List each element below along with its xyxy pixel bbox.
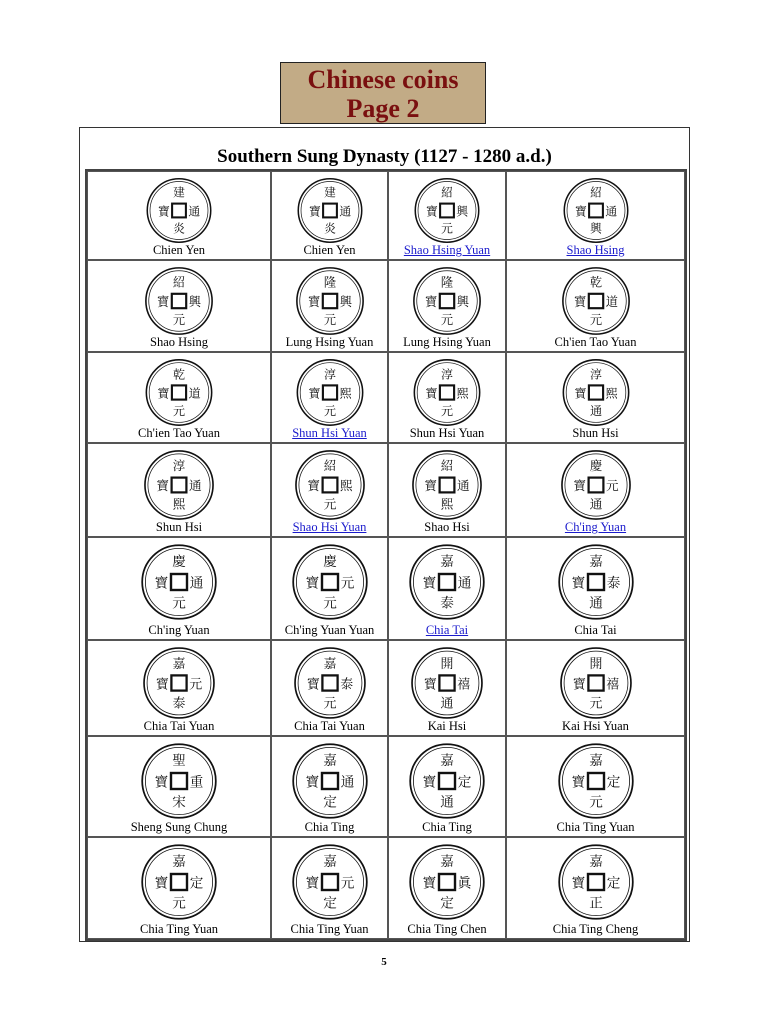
coin-cell [271, 260, 388, 352]
coin-character: 乾 [589, 275, 602, 290]
coin-character: 開 [589, 656, 602, 672]
coin-character: 元 [340, 575, 354, 592]
coin-character: 通 [189, 575, 204, 592]
coin-character: 炎 [173, 221, 185, 236]
coin-character: 眞 [457, 875, 472, 892]
coin-character: 寶 [306, 677, 320, 693]
coin-image [294, 265, 366, 337]
coin-image [290, 842, 370, 922]
coin-image [559, 448, 633, 522]
coin-link[interactable]: Chia Tai [425, 623, 469, 637]
coin-label: Chia Ting Yuan [556, 820, 635, 834]
coin-label: Shun Hsi [155, 520, 203, 534]
coin-table [85, 169, 687, 941]
coin-character: 寶 [305, 774, 319, 791]
coin-cell [388, 352, 506, 443]
coin-character: 紹 [172, 275, 186, 290]
coin-character: 寶 [308, 204, 321, 219]
coin-character: 定 [322, 895, 337, 912]
coin-character: 通 [588, 595, 603, 612]
coin-character: 慶 [322, 554, 337, 570]
coin-cell [87, 260, 271, 352]
coin-character: 元 [605, 478, 619, 494]
coin-character: 定 [322, 794, 337, 811]
coin-row [87, 736, 685, 837]
coin-character: 寶 [307, 295, 320, 310]
coin-label: Chia Ting [422, 820, 472, 834]
coin-label: Shun Hsi [572, 426, 619, 440]
coin-cell [506, 537, 685, 640]
coin-character: 定 [457, 774, 472, 791]
coin-character: 嘉 [322, 753, 337, 769]
coin-character: 聖 [172, 753, 186, 769]
coin-character: 寶 [154, 774, 169, 791]
coin-character: 通 [589, 496, 602, 512]
coin-character: 寶 [154, 575, 169, 592]
coin-cell [506, 640, 685, 736]
dynasty-title: Southern Sung Dynasty (1127 - 1280 a.d.) [217, 146, 552, 167]
coin-character: 元 [340, 875, 354, 892]
coin-character: 寶 [155, 677, 169, 693]
coin-link[interactable]: Shao Hsing Yuan [403, 243, 491, 257]
coin-character: 通 [604, 204, 617, 219]
coin-character: 慶 [172, 554, 186, 570]
coin-row [87, 260, 685, 352]
coin-cell [506, 171, 685, 260]
coin-image [558, 645, 634, 721]
coin-character: 隆 [440, 275, 454, 290]
coin-label: Chien Yen [152, 243, 206, 257]
coin-character: 紹 [589, 185, 602, 200]
coin-label: Kai Hsi [427, 719, 467, 733]
coin-cell [87, 443, 271, 537]
coin-row [87, 837, 685, 939]
coin-character: 紹 [440, 458, 454, 474]
coin-label: Shao Hsing [150, 335, 208, 349]
coin-image [145, 176, 214, 245]
coin-character: 寶 [425, 386, 438, 401]
coin-character: 元 [189, 677, 203, 693]
coin-character: 元 [323, 696, 336, 712]
coin-character: 興 [589, 221, 602, 236]
coin-character: 寶 [571, 575, 585, 592]
coin-label: Chia Tai Yuan [143, 719, 215, 733]
coin-label: Chia Tai Yuan [294, 719, 365, 733]
coin-character: 熙 [339, 478, 353, 494]
coin-label: Ch'ien Tao Yuan [554, 335, 637, 349]
coin-cell [506, 736, 685, 837]
coin-character: 寶 [154, 875, 169, 892]
coin-character: 寶 [423, 677, 437, 693]
coin-character: 元 [323, 313, 336, 328]
coin-character: 熙 [172, 496, 186, 512]
page-title-line2: Page 2 [346, 94, 420, 123]
coin-row [87, 171, 685, 260]
coin-cell [271, 352, 388, 443]
coin-image [556, 842, 636, 922]
coin-character: 元 [323, 404, 336, 419]
coin-cell [271, 736, 388, 837]
coin-character: 通 [440, 696, 454, 712]
coin-label: Ch'ing Yuan Yuan [284, 623, 375, 637]
coin-cell [87, 837, 271, 939]
coin-character: 嘉 [322, 854, 337, 870]
coin-character: 寶 [305, 575, 319, 592]
coin-image [407, 842, 487, 922]
coin-cell [87, 352, 271, 443]
coin-cell [87, 640, 271, 736]
coin-image [410, 448, 484, 522]
coin-character: 嘉 [323, 656, 336, 672]
coin-image [412, 357, 483, 428]
coin-image [139, 842, 219, 922]
coin-character: 寶 [157, 295, 170, 310]
coin-cell [506, 443, 685, 537]
coin-cell [506, 837, 685, 939]
coin-cell [506, 352, 685, 443]
coin-character: 建 [173, 185, 185, 200]
coin-character: 寶 [572, 677, 586, 693]
coin-cell [271, 537, 388, 640]
coin-character: 泰 [339, 677, 353, 693]
coin-character: 寶 [571, 875, 585, 892]
coin-label: Lung Hsing Yuan [285, 335, 374, 349]
coin-character: 寶 [573, 295, 586, 310]
coin-character: 寶 [424, 478, 438, 494]
coin-character: 元 [588, 794, 603, 811]
coin-row [87, 537, 685, 640]
coin-image [561, 176, 630, 245]
coin-character: 通 [456, 478, 470, 494]
coin-character: 禧 [457, 677, 471, 693]
coin-character: 嘉 [440, 554, 454, 570]
coin-character: 淳 [440, 367, 454, 382]
coin-image [294, 357, 365, 428]
coin-character: 興 [456, 204, 469, 219]
coin-character: 元 [589, 313, 602, 328]
coin-label: Chia Ting Chen [407, 922, 487, 936]
coin-character: 建 [323, 185, 336, 200]
coin-label: Chia Tai [574, 623, 617, 637]
coin-label: Sheng Sung Chung [130, 820, 228, 834]
coin-character: 淳 [323, 367, 336, 382]
coin-image [556, 542, 636, 622]
coin-cell [388, 537, 506, 640]
coin-cell [388, 837, 506, 939]
coin-image [295, 176, 364, 245]
coin-cell [271, 837, 388, 939]
coin-label: Ch'ing Yuan [148, 623, 210, 637]
coin-character: 慶 [589, 458, 602, 474]
coin-image [141, 645, 217, 721]
coin-character: 紹 [323, 458, 336, 474]
coin-image [560, 357, 631, 428]
coin-character: 嘉 [588, 753, 603, 769]
coin-label: Chia Ting [304, 820, 355, 834]
coin-character: 元 [441, 221, 453, 236]
coin-character: 寶 [572, 478, 586, 494]
coin-character: 泰 [440, 595, 454, 612]
coin-character: 嘉 [172, 854, 186, 870]
coin-label: Chia Ting Yuan [139, 922, 219, 936]
coin-image [290, 741, 370, 821]
coin-character: 通 [440, 794, 454, 811]
coin-character: 通 [589, 404, 602, 419]
coin-cell [271, 443, 388, 537]
coin-character: 熙 [440, 496, 454, 512]
coin-character: 通 [457, 575, 472, 592]
coin-cell [87, 736, 271, 837]
coin-character: 熙 [605, 386, 618, 401]
coin-character: 宋 [172, 794, 186, 811]
coin-character: 通 [188, 478, 202, 494]
coin-character: 寶 [157, 386, 170, 401]
coin-character: 定 [189, 875, 204, 892]
coin-character: 重 [189, 774, 204, 791]
coin-character: 元 [172, 404, 186, 419]
coin-character: 熙 [339, 386, 352, 401]
coin-label: Ch'ien Tao Yuan [138, 426, 220, 440]
coin-image [143, 265, 215, 337]
coin-label: Chien Yen [303, 243, 356, 257]
page-title-line1: Chinese coins [307, 65, 459, 94]
coin-image [556, 741, 636, 821]
coin-character: 寶 [571, 774, 585, 791]
coin-character: 寶 [307, 386, 320, 401]
coin-cell [388, 443, 506, 537]
coin-character: 寶 [305, 875, 319, 892]
coin-character: 元 [440, 313, 454, 328]
coin-label: Chia Ting Cheng [552, 922, 639, 936]
coin-character: 寶 [422, 875, 437, 892]
coin-character: 通 [338, 204, 351, 219]
coin-character: 正 [588, 895, 603, 912]
coin-character: 寶 [306, 478, 320, 494]
coin-character: 元 [322, 595, 337, 612]
coin-link[interactable]: Ch'ing Yuan [564, 520, 627, 534]
coin-character: 寶 [422, 575, 437, 592]
coin-character: 元 [440, 404, 454, 419]
coin-cell [388, 260, 506, 352]
coin-image [139, 542, 219, 622]
coin-character: 元 [172, 595, 186, 612]
coin-image [142, 448, 216, 522]
coin-label: Lung Hsing Yuan [403, 335, 491, 349]
coin-character: 定 [440, 895, 454, 912]
coin-image [407, 741, 487, 821]
coin-image [290, 542, 370, 622]
coin-character: 寶 [425, 295, 438, 310]
coin-label: Shao Hsi [424, 520, 470, 534]
coin-image [560, 265, 632, 337]
coin-character: 淳 [589, 367, 602, 382]
coin-row [87, 443, 685, 537]
coin-link[interactable]: Shao Hsi Yuan [292, 520, 367, 534]
coin-character: 道 [605, 295, 618, 310]
coin-character: 嘉 [172, 656, 186, 672]
coin-character: 泰 [606, 575, 620, 592]
coin-character: 紹 [441, 185, 453, 200]
coin-character: 寶 [574, 204, 587, 219]
coin-image [144, 357, 215, 428]
coin-label: Shun Hsi Yuan [409, 426, 485, 440]
coin-cell [388, 171, 506, 260]
coin-image [407, 542, 487, 622]
coin-image [139, 741, 219, 821]
coin-cell [388, 640, 506, 736]
coin-row [87, 352, 685, 443]
coin-character: 熙 [456, 386, 469, 401]
coin-character: 嘉 [440, 753, 454, 769]
coin-character: 興 [456, 295, 469, 310]
coin-image [292, 645, 368, 721]
coin-cell [388, 736, 506, 837]
coin-character: 寶 [157, 204, 170, 219]
coin-catalog-frame [79, 127, 690, 942]
coin-image [411, 265, 483, 337]
coin-character: 元 [323, 496, 336, 512]
coin-character: 寶 [573, 386, 586, 401]
coin-cell [87, 171, 271, 260]
coin-character: 興 [339, 295, 352, 310]
coin-cell [506, 260, 685, 352]
coin-cell [271, 171, 388, 260]
coin-character: 嘉 [588, 854, 603, 870]
coin-row [87, 640, 685, 736]
coin-character: 定 [606, 774, 620, 791]
coin-cell [271, 640, 388, 736]
coin-character: 元 [172, 895, 186, 912]
coin-character: 泰 [172, 696, 186, 712]
coin-character: 隆 [323, 275, 336, 290]
coin-character: 通 [340, 774, 354, 791]
coin-character: 定 [606, 875, 620, 892]
coin-character: 通 [188, 204, 201, 219]
page-title-box [280, 62, 486, 124]
coin-character: 嘉 [588, 554, 603, 570]
coin-label: Chia Ting Yuan [290, 922, 369, 936]
coin-label: Kai Hsi Yuan [562, 719, 629, 733]
coin-character: 寶 [156, 478, 170, 494]
coin-link[interactable]: Shun Hsi Yuan [292, 426, 367, 440]
page-number: 5 [381, 956, 387, 968]
coin-character: 寶 [425, 204, 438, 219]
coin-cell [87, 537, 271, 640]
coin-character: 元 [172, 313, 186, 328]
coin-image [413, 176, 482, 245]
coin-character: 嘉 [440, 854, 454, 870]
coin-character: 寶 [422, 774, 437, 791]
coin-character: 禧 [605, 677, 619, 693]
coin-character: 炎 [323, 221, 336, 236]
coin-character: 道 [188, 386, 201, 401]
coin-character: 淳 [172, 458, 186, 474]
coin-image [293, 448, 367, 522]
coin-character: 乾 [172, 367, 186, 382]
coin-image [409, 645, 485, 721]
coin-character: 元 [589, 696, 602, 712]
coin-link[interactable]: Shao Hsing [566, 243, 625, 257]
coin-character: 開 [440, 656, 454, 672]
coin-character: 興 [188, 295, 201, 310]
